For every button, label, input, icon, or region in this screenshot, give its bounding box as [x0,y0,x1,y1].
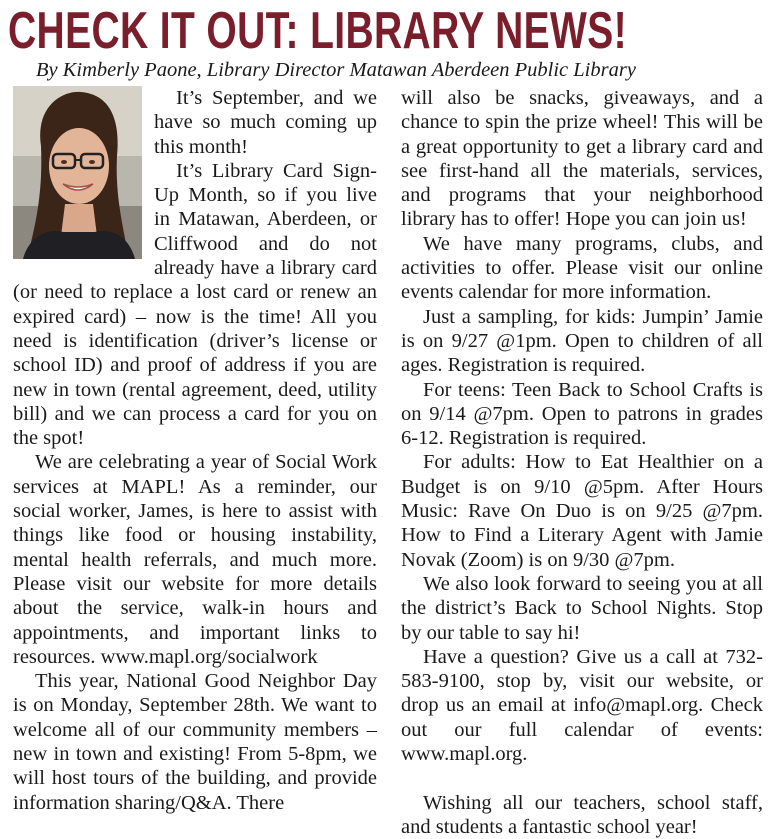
article-paragraph: Have a question? Give us a call at 732-583-9100, stop by, visit our website, or drop us an email at info@mapl.org. Check out our full calendar of events: www.mapl.org. [401,645,763,766]
article-paragraph: We have many programs, clubs, and activities to offer. Please visit our online events calendar for more information. [401,232,763,304]
article-paragraph: This year, National Good Neighbor Day is on Monday, September 28th. We want to welcome all of our community members – new in town and existing! From 5-8pm, we will host tours of the building, and provide information sharing/Q&A. There [13,670,377,814]
closing-paragraph: Wishing all our teachers, school staff, and students a fantastic school year! [401,791,763,838]
article-paragraph: It’s Library Card Sign-Up Month, so if you live in Matawan, Aberdeen, or Cliffwood and do not already have a library card (or need to replace a lost card or renew an expired card) – now is the time! All you need is identification (driver’s license or school ID) and proof of address if you are new in town (rental agreement, deed, utility bill) and we can process a card for you on the spot! [13,159,377,450]
byline: By Kimberly Paone, Library Director Matawan Aberdeen Public Library [36,59,636,81]
article-column-right [401,86,763,839]
article-paragraph-continued: will also be snacks, giveaways, and a chance to spin the prize wheel! This will be a great opportunity to get a library card and see first-hand all the materials, services, and programs that your neighborhood library has to offer! Hope you can join us! [401,87,763,231]
article-paragraph: Just a sampling, for kids: Jumpin’ Jamie is on 9/27 @1pm. Open to children of all ages. Registration is required. [401,305,763,377]
headline: CHECK IT OUT: LIBRARY NEWS! [8,2,627,60]
article-paragraph: We are celebrating a year of Social Work services at MAPL! As a reminder, our social worker, James, is here to assist with things like food or housing instability, mental health referrals, and much more. Please visit our website for more details about the service, walk-in hours and appointments, and important links to resources. www.mapl.org/socialwork [13,451,377,668]
article-column-left [13,86,377,815]
article-paragraph: For teens: Teen Back to School Crafts is on 9/14 @7pm. Open to patrons in grades 6-12. Registration is required. [401,378,763,450]
article-paragraph: We also look forward to seeing you at all the district’s Back to School Nights. Stop by our table to say hi! [401,572,763,644]
article-paragraph: It’s September, and we have so much coming up this month! [154,87,377,158]
author-photo [13,86,142,259]
article-paragraph: For adults: How to Eat Healthier on a Budget is on 9/10 @5pm. After Hours Music: Rave On Duo is on 9/25 @7pm. How to Find a Literary Agent with Jamie Novak (Zoom) is on 9/30 @7pm. [401,451,763,571]
